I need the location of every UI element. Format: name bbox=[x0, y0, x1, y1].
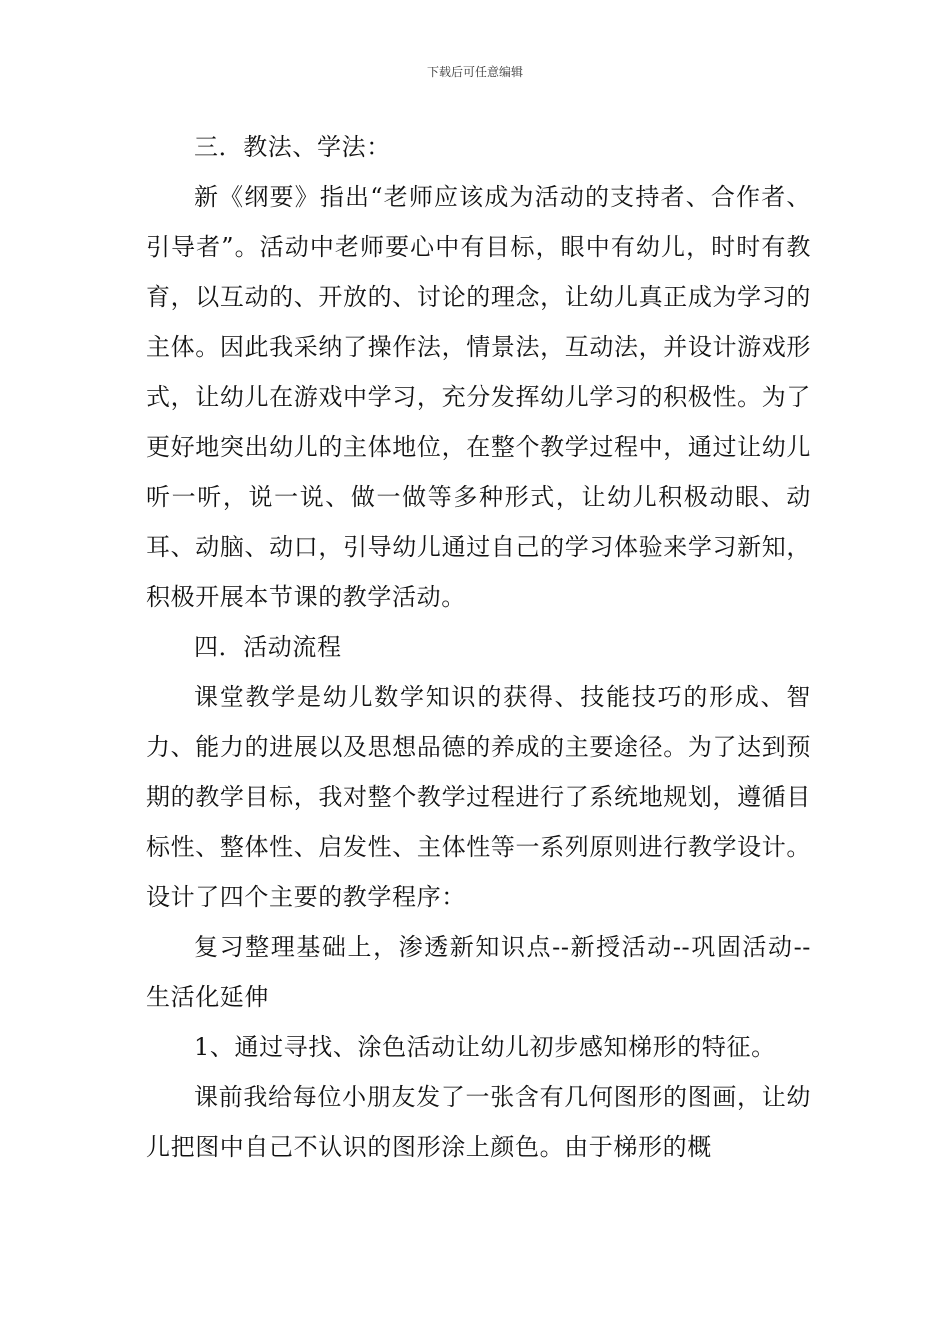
flow-paragraph: 复习整理基础上，渗透新知识点--新授活动--巩固活动--生活化延伸 bbox=[146, 933, 811, 1011]
section-4-heading: 四．活动流程 bbox=[194, 633, 342, 661]
item-1-paragraph: 课前我给每位小朋友发了一张含有几何图形的图画，让幼儿把图中自己不认识的图形涂上颜色。由于梯形的概 bbox=[146, 1083, 811, 1161]
section-3-heading: 三．教法、学法： bbox=[194, 133, 391, 161]
item-1-heading: 1、通过寻找、涂色活动让幼儿初步感知梯形的特征。 bbox=[194, 1033, 776, 1061]
page-header-note: 下载后可任意编辑 bbox=[426, 65, 523, 79]
section-4-paragraph: 课堂教学是幼儿数学知识的获得、技能技巧的形成、智力、能力的进展以及思想品德的养成的主要途径。为了达到预期的教学目标，我对整个教学过程进行了系统地规划，遵循目标性、整体性、启发性、主体性等一系列原则进行教学设计。设计了四个主要的教学程序： bbox=[146, 683, 811, 911]
section-3-paragraph: 新《纲要》指出“老师应该成为活动的支持者、合作者、引导者”。活动中老师要心中有目标，眼中有幼儿，时时有教育，以互动的、开放的、讨论的理念，让幼儿真正成为学习的主体。因此我采纳了操作法，情景法，互动法，并设计游戏形式，让幼儿在游戏中学习，充分发挥幼儿学习的积极性。为了更好地突出幼儿的主体地位，在整个教学过程中，通过让幼儿听一听，说一说、做一做等多种形式，让幼儿积极动眼、动耳、动脑、动口，引导幼儿通过自己的学习体验来学习新知，积极开展本节课的教学活动。 bbox=[146, 183, 811, 611]
document-body bbox=[146, 122, 811, 1172]
